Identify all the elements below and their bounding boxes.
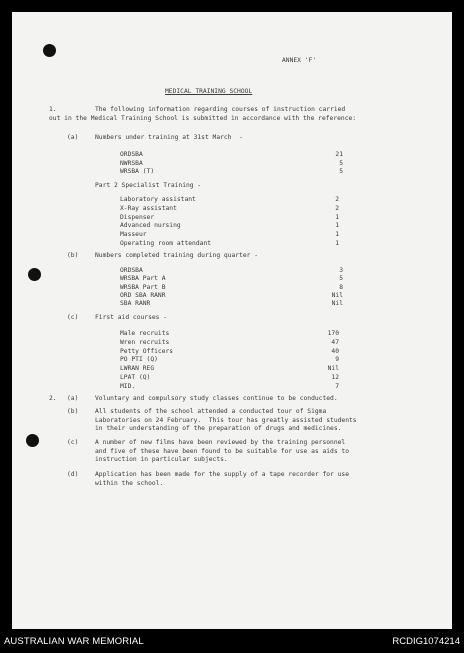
text-line: in their understanding of the preparation of drugs and medicines. bbox=[95, 425, 342, 432]
row-label: ORD SBA RANR bbox=[120, 291, 166, 299]
document-title: MEDICAL TRAINING SCHOOL bbox=[165, 88, 253, 95]
row-value: 47 bbox=[331, 338, 339, 346]
row-value: Nil bbox=[331, 291, 343, 299]
section-label: (c) bbox=[67, 439, 79, 446]
section-label: (b) bbox=[67, 408, 79, 415]
row-label: Advanced nursing bbox=[120, 222, 181, 230]
row-value: 1 bbox=[335, 222, 339, 230]
row-value: 5 bbox=[339, 275, 343, 283]
row-value: 9 bbox=[335, 356, 339, 364]
annex-label: ANNEX 'F' bbox=[282, 57, 317, 64]
para1-text: The following information regarding courses of instruction carried bbox=[95, 106, 346, 113]
row-label: Operating room attendant bbox=[120, 240, 211, 247]
section-heading: First aid courses - bbox=[95, 314, 168, 321]
punch-hole bbox=[28, 268, 41, 281]
punch-hole bbox=[26, 434, 39, 447]
row-label: WRSBA (T) bbox=[120, 168, 155, 175]
section-heading: Numbers under training at 31st March - bbox=[95, 134, 243, 141]
text-line: All students of the school attended a conducted tour of Sigma bbox=[95, 408, 327, 415]
row-label: WRSBA Part A bbox=[120, 275, 166, 283]
document-page bbox=[12, 12, 452, 629]
row-label: Wren recruits bbox=[120, 338, 170, 346]
text-line: within the school. bbox=[95, 479, 164, 487]
row-value: 1 bbox=[335, 213, 339, 221]
row-label: NWRSBA bbox=[120, 159, 143, 167]
row-label: SBA RANR bbox=[120, 300, 151, 308]
section-label: (d) bbox=[67, 471, 79, 478]
row-label: LWRAN REG bbox=[120, 365, 155, 373]
row-value: 21 bbox=[335, 151, 343, 158]
section-label: (b) bbox=[67, 252, 79, 259]
row-label: Male recruits bbox=[120, 330, 170, 337]
section-label: (a) bbox=[67, 395, 79, 402]
row-value: 2 bbox=[335, 204, 339, 212]
row-label: WRSBA Part B bbox=[120, 283, 166, 291]
row-label: X-Ray assistant bbox=[120, 204, 177, 212]
para2-a-text: Voluntary and compulsory study classes continue to be conducted. bbox=[95, 395, 338, 402]
row-value: Nil bbox=[327, 365, 339, 373]
para2-number: 2. bbox=[49, 395, 57, 402]
row-value: 8 bbox=[339, 283, 343, 291]
row-value: 170 bbox=[327, 330, 339, 337]
punch-hole bbox=[43, 44, 56, 57]
section-heading: Part 2 Specialist Training - bbox=[95, 182, 202, 189]
row-value: 1 bbox=[335, 240, 339, 247]
text-line: instruction in particular subjects. bbox=[95, 456, 228, 463]
row-value: 12 bbox=[331, 374, 339, 381]
text-line: Application has been made for the supply of a tape recorder for use bbox=[95, 471, 350, 478]
row-label: Laboratory assistant bbox=[120, 196, 196, 203]
archive-footer bbox=[0, 631, 464, 653]
row-label: MID. bbox=[120, 382, 136, 390]
row-value: 40 bbox=[331, 347, 339, 355]
section-label: (c) bbox=[67, 314, 79, 321]
row-label: LPAT (Q) bbox=[120, 374, 151, 381]
row-label: ORDSBA bbox=[120, 267, 143, 274]
row-label: Masseur bbox=[120, 231, 147, 239]
row-label: Dispenser bbox=[120, 213, 155, 221]
para1-text: out in the Medical Training School is submitted in accordance with the reference: bbox=[49, 115, 357, 122]
row-value: 2 bbox=[335, 196, 339, 203]
record-id: RCDIG1074214 bbox=[392, 636, 460, 647]
row-value: 1 bbox=[335, 231, 339, 239]
para1-number: 1. bbox=[49, 106, 57, 113]
institution-name: AUSTRALIAN WAR MEMORIAL bbox=[4, 636, 144, 647]
text-line: and five of these have been found to be suitable for use as aids to bbox=[95, 447, 350, 455]
section-heading: Numbers completed training during quarter - bbox=[95, 252, 259, 259]
text-line: A number of new films have been reviewed by the training personnel bbox=[95, 439, 346, 446]
row-value: 5 bbox=[339, 168, 343, 175]
row-value: Nil bbox=[331, 300, 343, 308]
row-label: PO PTI (Q) bbox=[120, 356, 158, 364]
section-label: (a) bbox=[67, 134, 79, 141]
row-value: 7 bbox=[335, 382, 339, 390]
row-value: 3 bbox=[339, 267, 343, 274]
row-label: ORDSBA bbox=[120, 151, 143, 158]
row-value: 5 bbox=[339, 159, 343, 167]
text-line: Laboratories on 24 February. This tour has greatly assisted students bbox=[95, 416, 357, 424]
row-label: Petty Officers bbox=[120, 347, 174, 355]
